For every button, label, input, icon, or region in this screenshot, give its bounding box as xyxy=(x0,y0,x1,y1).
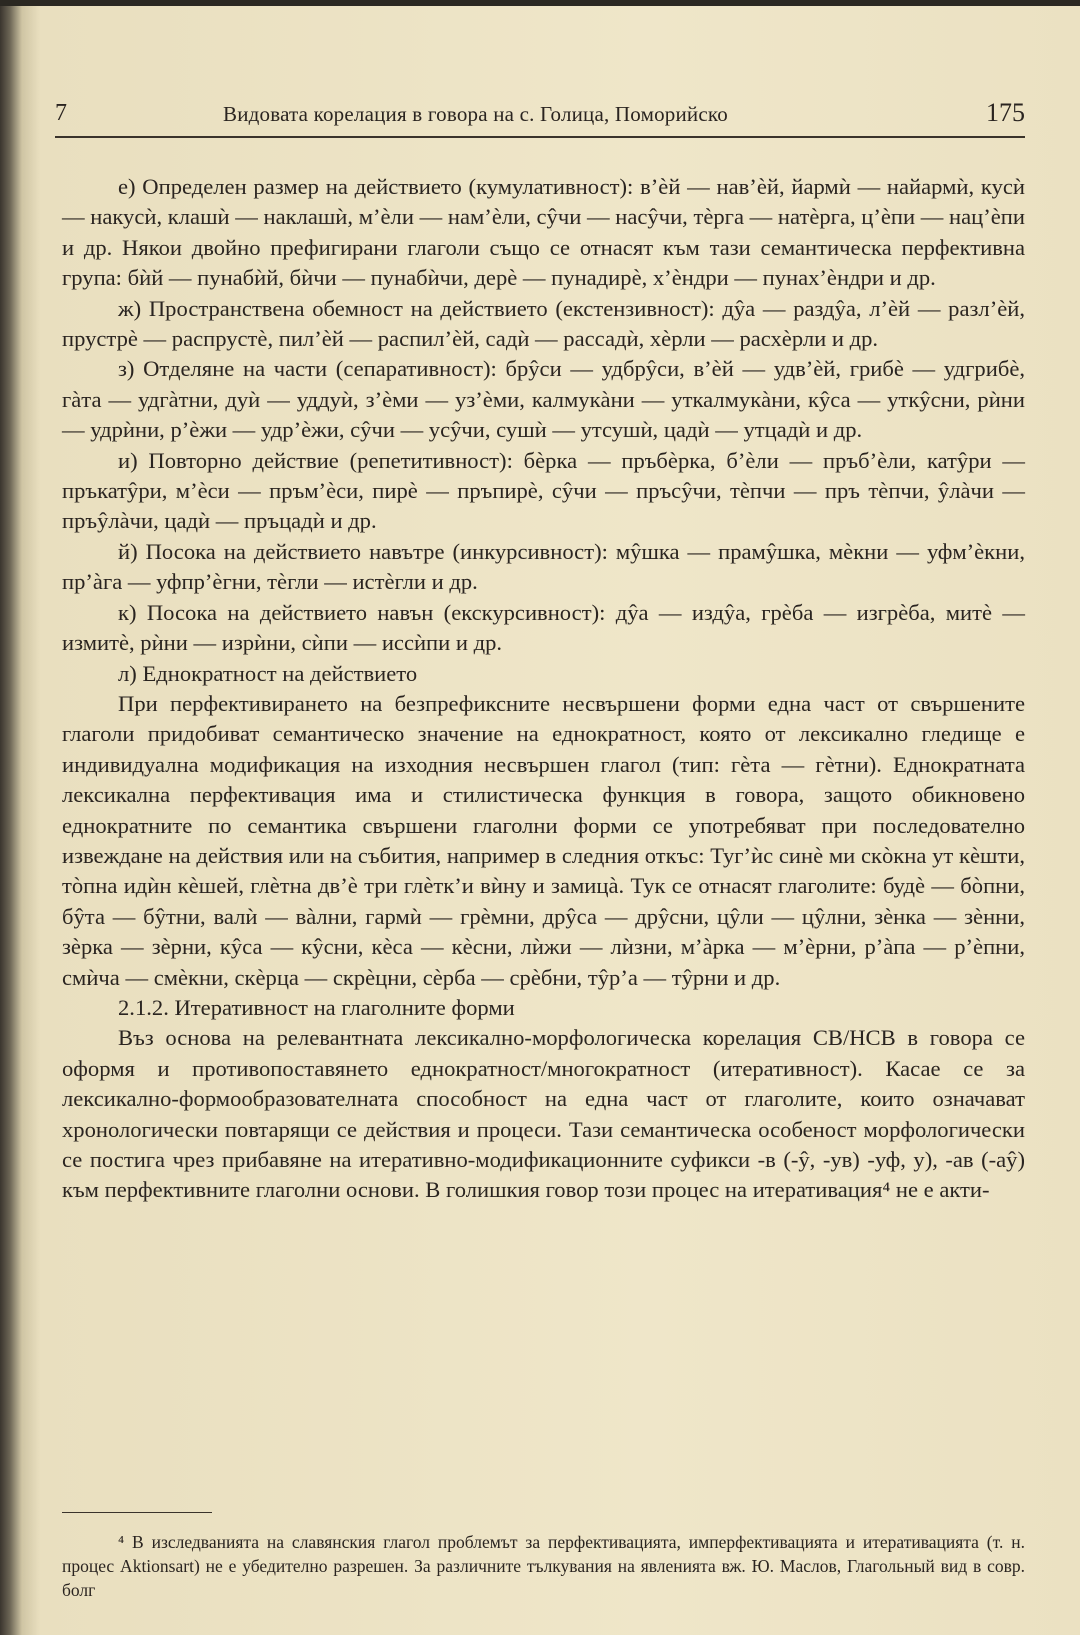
running-title: Видовата корелация в говора на с. Голица, Поморийско xyxy=(223,102,728,126)
running-header xyxy=(55,98,1025,134)
paragraph-e-cumulative: е) Определен размер на действието (кумулативност): в’ѐй — нав’ѐй, йармѝ — найармѝ, кусѝ — накусѝ, клашѝ — наклашѝ, м’ѐли — нам’ѐли, сŷчи — насŷчи, тѐрга — натѐрга, ц’ѐпи — нац’ѐпи и др. Някои двойно префигирани глаголи също се отнасят към тази семантическа перфективна група: бѝй — пунабѝй, бѝчи — пунабѝчи, дерѐ — пунадирѐ, х’ѐндри — пунах’ѐндри и др. xyxy=(62,174,1025,291)
paragraph-z-separative: з) Отделяне на части (сепаративност): брŷси — удбрŷси, в’ѐй — удв’ѐй, грибѐ — удгрибѐ, гàта — удгàтни, дуѝ — уддуѝ, з’ѐми — уз’ѐми, калмукàни — уткалмукàни, кŷса — уткŷсни, рѝни — удрѝни, р’ѐжи — удр’ѐжи, сŷчи — усŷчи, сушѝ — утсушѝ, цадѝ — утцадѝ и др. xyxy=(62,356,1025,443)
footnote xyxy=(62,1530,1025,1602)
page-number: 175 xyxy=(986,98,1025,127)
paragraph-l-heading: л) Еднократност на действието xyxy=(118,660,418,686)
header-rule xyxy=(55,136,1025,138)
paragraph-i-repetitive: и) Повторно действие (репетитивност): бѐрка — пръбѐрка, б’ѐли — пръб’ѐли, катŷри — пръкатŷри, м’ѐси — пръм’ѐси, пирѐ — пръпирѐ, сŷчи — пръсŷчи, тѐпчи — пръ тѐпчи, ŷлàчи — пръŷлàчи, цадѝ — пръцадѝ и др. xyxy=(62,447,1025,534)
paragraph-j-incursive: й) Посока на действието навътре (инкурсивност): мŷшка — прамŷшка, мѐкни — уфм’ѐкни, пр’àга — уфпр’èгни, тѐгли — истѐгли и др. xyxy=(62,538,1025,595)
chapter-number: 7 xyxy=(55,100,67,126)
main-text xyxy=(62,172,1025,1206)
footnote-text: ⁴ В изследванията на славянския глагол проблемът за перфективацията, имперфективацията и итеративацията (т. н. процес Aktionsart) не е убедително разрешен. За различните тълкувания на явленията вж. Ю. Маслов, Глагольный вид в совр. болг xyxy=(62,1532,1025,1600)
scan-edge xyxy=(0,0,1080,6)
paragraph-zh-extensive: ж) Пространствена обемност на действието (екстензивност): дŷа — раздŷа, л’ѐй — разл’ѐй, прустрѐ — распрустѐ, пил’ѐй — распил’ѐй, садѝ — рассадѝ, хѐрли — расхѐрли и др. xyxy=(62,295,1025,352)
paragraph-k-excursive: к) Посока на действието навън (екскурсивност): дŷа — издŷа, грѐба — изгрѐба, митѐ — измитѐ, рѝни — изрѝни, сѝпи — иссѝпи и др. xyxy=(62,599,1025,656)
section-heading-iterativity: 2.1.2. Итеративност на глаголните форми xyxy=(118,994,515,1020)
paragraph-semelfactive: При перфективирането на безпрефиксните несвършени форми една част от свършените глаголи придобиват семантическо значение на еднократност, която от лексикално гледище е индивидуална модификация на изходния несвършен глагол (тип: гѐта — гѐтни). Еднократната лексикална перфективация има и стилистическа функция в говора, защото обикновено еднократните по семантика свършени глаголни форми се употребяват при последователно извеждане на действия или на събития, например в следния откъс: Туг’ѝс синѐ ми скòкна ут кѐшти, тòпна идѝн кѐшей, глѐтна дв’ѐ три глѐтк’и вѝну и замицà. Тук се отнасят глаголите: будѐ — бòпни, бŷта — бŷтни, валѝ — вàлни, гармѝ — грѐмни, дрŷса — дрŷсни, цŷли — цŷлни, зѐнка — зѐнни, зѐрка — зѐрни, кŷса — кŷсни, кѐса — кѐсни, лѝжи — лѝзни, м’àрка — м’ѐрни, р’àпа — р’ѐпни, смѝча — смѐкни, скѐрца — скрѐцни, сѐрба — срѐбни, тŷр’а — тŷрни и др. xyxy=(62,690,1025,990)
paragraph-iterativity: Въз основа на релевантната лексикално-морфологическа корелация СВ/НСВ в говора се оформя и противопоставянето еднократност/многократност (итеративност). Касае се за лексикално-формообразователната способност на една част от глаголите, които означават хронологически повтарящи се действия и процеси. Тази семантическа особеност морфологически се постига чрез прибавяне на итеративно-модификационните суфикси -в (-ŷ, -ув) -уф, у), -ав (-аŷ) към перфективните глаголни основи. В голишкия говор този процес на итеративация⁴ не е акти- xyxy=(62,1025,1025,1203)
footnote-rule xyxy=(62,1512,212,1513)
